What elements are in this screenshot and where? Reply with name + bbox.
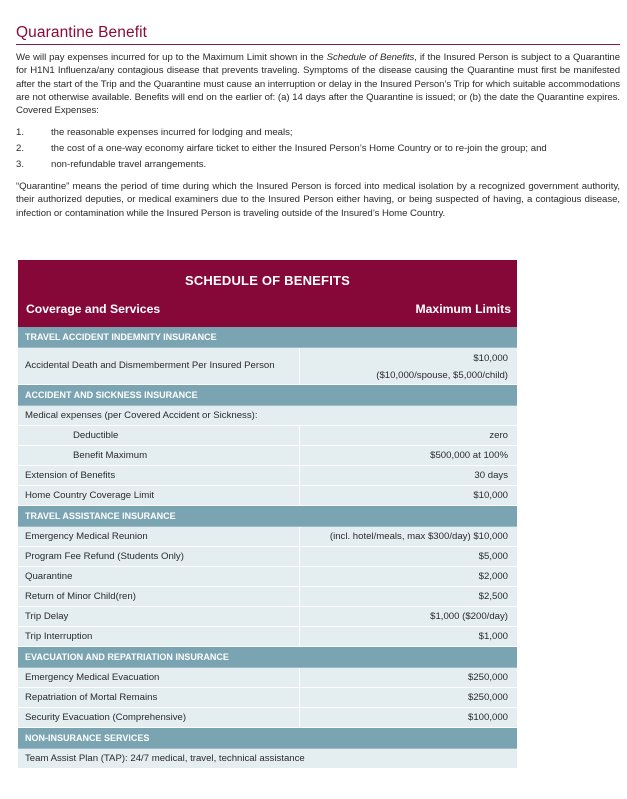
limit-value: $500,000 at 100% (430, 450, 508, 461)
page-title: Quarantine Benefit (16, 24, 620, 45)
table-row (18, 547, 517, 567)
table-row (18, 527, 517, 547)
coverage-label: Emergency Medical Reunion (18, 527, 300, 546)
limit-value: $1,000 ($200/day) (430, 611, 508, 622)
coverage-label: Emergency Medical Evacuation (18, 668, 300, 687)
coverage-label: Benefit Maximum (18, 446, 300, 465)
table-row (18, 627, 517, 647)
intro-text-a: We will pay expenses incurred for up to the Maximum Limit shown in the (16, 52, 327, 63)
coverage-label: Quarantine (18, 567, 300, 586)
schedule-of-benefits-table (18, 260, 517, 769)
list-number: 3. (16, 159, 25, 170)
limit-value: zero (489, 430, 508, 441)
column-header-coverage: Coverage and Services (26, 302, 161, 316)
table-row (18, 587, 517, 607)
list-item (16, 141, 620, 157)
list-item (16, 125, 620, 141)
table-row (18, 668, 517, 688)
table-row (18, 486, 517, 506)
section-header-travel-accident: TRAVEL ACCIDENT INDEMNITY INSURANCE (18, 327, 517, 348)
list-number: 2. (16, 143, 25, 154)
covered-expenses-list (16, 125, 620, 173)
limit-value-primary: $10,000 (473, 353, 508, 364)
coverage-label: Medical expenses (per Covered Accident or Sickness): (25, 410, 258, 421)
section-header-accident-sickness: ACCIDENT AND SICKNESS INSURANCE (18, 385, 517, 406)
limit-value: $5,000 (478, 551, 508, 562)
table-row (18, 426, 517, 446)
coverage-label: Security Evacuation (Comprehensive) (18, 708, 300, 727)
coverage-label: Trip Interruption (18, 627, 300, 646)
quarantine-definition: “Quarantine” means the period of time during which the Insured Person is forced into medical isolation by a recognized government authority, their authorized deputies, or medical examiners due to the Insured Person either having, or being suspected of having, a contagious disease, infection or contamination while the Insured Person is traveling outside of the Insured’s Home Country. (16, 181, 620, 219)
table-row (18, 708, 517, 728)
list-item (16, 157, 620, 173)
table-header (18, 260, 517, 327)
column-header-limits: Maximum Limits (415, 302, 511, 316)
table-row (18, 749, 517, 769)
table-row (18, 607, 517, 627)
coverage-label: Trip Delay (18, 607, 300, 626)
section-header-non-insurance: NON-INSURANCE SERVICES (18, 728, 517, 749)
limit-value: $10,000 (473, 490, 508, 501)
coverage-label: Extension of Benefits (18, 466, 300, 485)
table-row (18, 567, 517, 587)
coverage-label: Accidental Death and Dismemberment Per Insured Person (18, 348, 300, 384)
limit-value: $250,000 (467, 672, 508, 683)
limit-value: $2,500 (478, 591, 508, 602)
table-row (18, 466, 517, 486)
intro-paragraph (16, 51, 620, 117)
section-header-travel-assistance: TRAVEL ASSISTANCE INSURANCE (18, 506, 517, 527)
list-text: the reasonable expenses incurred for lodging and meals; (51, 127, 293, 138)
section-header-evacuation-repatriation: EVACUATION AND REPATRIATION INSURANCE (18, 647, 517, 668)
coverage-label: Program Fee Refund (Students Only) (18, 547, 300, 566)
limit-value-secondary: ($10,000/spouse, $5,000/child) (376, 370, 508, 381)
coverage-label: Deductible (18, 426, 300, 445)
list-text: non-refundable travel arrangements. (51, 159, 207, 170)
limit-value: $250,000 (467, 692, 508, 703)
limit-value: $1,000 (478, 631, 508, 642)
limit-value: (incl. hotel/meals, max $300/day) $10,000 (329, 531, 508, 542)
coverage-label: Return of Minor Child(ren) (18, 587, 300, 606)
table-row (18, 406, 517, 426)
table-row (18, 688, 517, 708)
limit-value: 30 days (474, 470, 508, 481)
list-number: 1. (16, 127, 25, 138)
intro-text-b: , if the Insured Person is subject to a Quarantine for H1N1 Influenza/any contagious disease that prevents traveling. Symptoms of the disease causing the Quarantine must first be manifested after the start of the Trip and the Quarantine must cause an interruption or delay in the Insured Person’s Trip for which suitable accommodations are not otherwise available. Benefits will end on the earlier of: (a) 14 days after the Quarantine is issued; or (b) the date the Quarantine expires. Covered Expenses: (16, 52, 620, 117)
limit-value (300, 348, 517, 384)
coverage-label: Team Assist Plan (TAP): 24/7 medical, travel, technical assistance (25, 753, 305, 764)
list-text: the cost of a one-way economy airfare ticket to either the Insured Person’s Home Country or to re-join the group; and (51, 143, 547, 154)
table-title: SCHEDULE OF BENEFITS (184, 273, 351, 288)
coverage-label: Repatriation of Mortal Remains (18, 688, 300, 707)
limit-value: $2,000 (478, 571, 508, 582)
schedule-of-benefits-reference: Schedule of Benefits (326, 52, 415, 63)
limit-value: $100,000 (467, 712, 508, 723)
table-row (18, 446, 517, 466)
table-row (18, 348, 517, 385)
coverage-label: Home Country Coverage Limit (18, 486, 300, 505)
